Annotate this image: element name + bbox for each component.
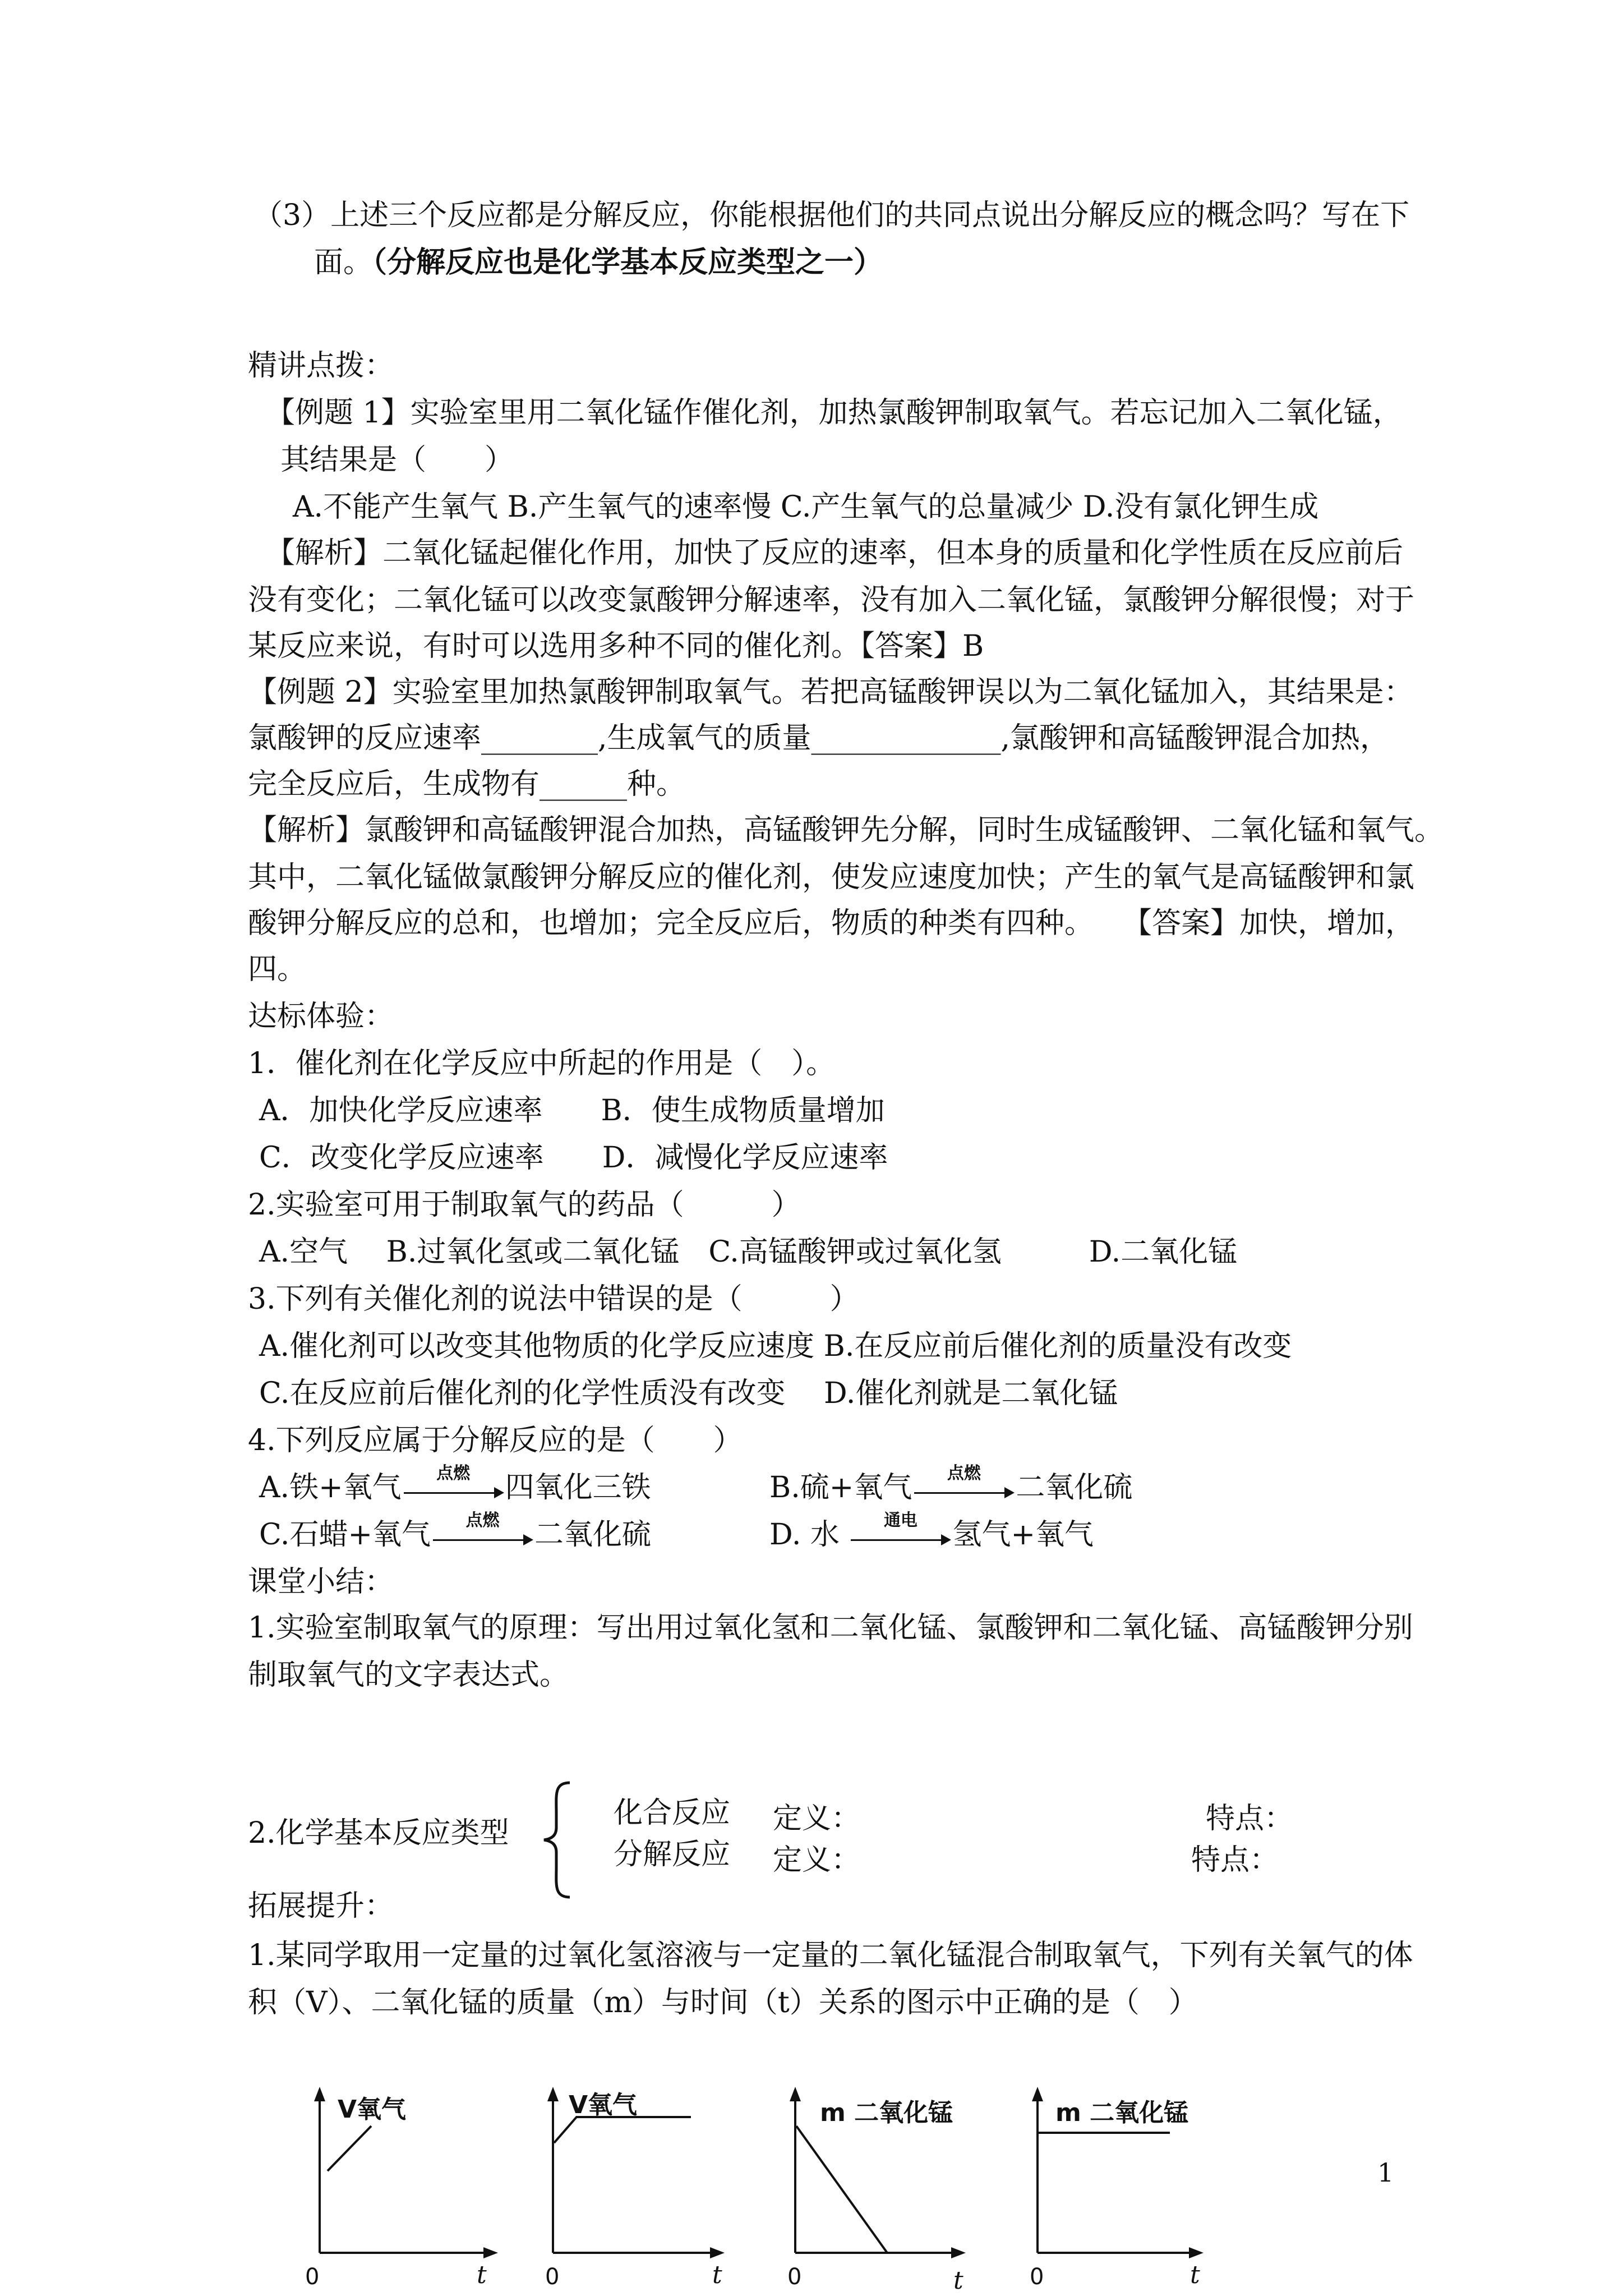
graph-origin: 0 (787, 2264, 802, 2290)
example2-line: 氯酸钾的反应速率________,生成氧气的质量_____________,氯酸钾和高锰酸钾混合加热， (248, 721, 1390, 755)
practice-q2-stem: 2.实验室可用于制取氧气的药品（ ） (248, 1188, 801, 1222)
combination-definition-label: 定义： (773, 1802, 861, 1835)
graph-curve (328, 2126, 371, 2171)
graph-ylabel: V氧气 (569, 2091, 638, 2119)
example1-analysis-line: 【解析】二氧化锰起催化作用，加快了反应的速率，但本身的质量和化学性质在反应前后 (266, 536, 1404, 570)
graph-ylabel: m 二氧化锰 (1055, 2099, 1189, 2127)
graph-xlabel: t (712, 2261, 722, 2289)
reaction-a-products: 四氧化三铁 (505, 1471, 651, 1504)
graph-xlabel: t (477, 2261, 487, 2289)
q3-line2-bold: （分解反应也是化学基本反应类型之一） (372, 245, 883, 279)
reaction-arrow (849, 1511, 952, 1555)
summary-heading: 课堂小结： (248, 1565, 394, 1599)
reaction-d (769, 1511, 1094, 1555)
example1-analysis-line: 没有变化；二氧化锰可以改变氯酸钾分解速率，没有加入二氧化锰，氯酸钾分解很慢；对于 (248, 583, 1415, 617)
graph-ylabel: V氧气 (338, 2095, 407, 2124)
graph-origin: 0 (1030, 2264, 1044, 2290)
example2-line: 完全反应后，生成物有______种。 (248, 767, 686, 801)
example1-line1: 【例题 1】实验室里用二氧化锰作催化剂，加热氯酸钾制取氧气。若忘记加入二氧化锰， (266, 396, 1402, 430)
q3-line1: （3）上述三个反应都是分解反应，你能根据他们的共同点说出分解反应的概念吗？写在下 (253, 199, 1410, 232)
reaction-c-reactants: C.石蜡+氧气 (259, 1518, 431, 1552)
graph-option-c (781, 2070, 983, 2296)
example1-line2: 其结果是（ ） (280, 443, 514, 477)
q3-line2 (314, 242, 883, 283)
example2-line: 【例题 2】实验室里加热氯酸钾制取氧气。若把高锰酸钾误以为二氧化锰加入，其结果是： (248, 675, 1413, 709)
reaction-condition: 点燃 (947, 1464, 981, 1483)
decomposition-reaction-label: 分解反应 (614, 1838, 731, 1871)
reaction-b (769, 1464, 1133, 1508)
graph-curve (796, 2126, 887, 2253)
reaction-c-products: 二氧化硫 (534, 1518, 652, 1552)
practice-q1-options: C．改变化学反应速率 D．减慢化学反应速率 (259, 1141, 888, 1175)
reaction-arrow (912, 1464, 1016, 1508)
extension-heading: 拓展提升： (248, 1889, 394, 1923)
example2-analysis-line: 其中，二氧化锰做氯酸钾分解反应的催化剂，使发应速度加快；产生的氧气是高锰酸钾和氯 (248, 861, 1415, 894)
practice-q3-options: A.催化剂可以改变其他物质的化学反应速度 B.在反应前后催化剂的质量没有改变 (259, 1329, 1292, 1363)
graph-ylabel: m 二氧化锰 (820, 2099, 953, 2127)
graph-xlabel: t (1190, 2261, 1200, 2289)
practice-q3-options: C.在反应前后催化剂的化学性质没有改变 D.催化剂就是二氧化锰 (259, 1377, 1118, 1410)
reaction-c (259, 1511, 652, 1555)
summary-item1: 制取氧气的文字表达式。 (248, 1658, 569, 1692)
practice-q3-stem: 3.下列有关催化剂的说法中错误的是（ ） (248, 1282, 859, 1316)
practice-q1-options: A．加快化学反应速率 B．使生成物质量增加 (259, 1094, 885, 1128)
summary-item2-label: 2.化学基本反应类型 (248, 1816, 509, 1850)
q3-line2-prefix: 面。 (314, 246, 373, 279)
reaction-arrow (431, 1511, 534, 1555)
reaction-a-reactants: A.铁+氧气 (259, 1471, 402, 1504)
reaction-d-reactants: D. 水 (769, 1518, 840, 1552)
page-number: 1 (1377, 2157, 1394, 2188)
graph-option-a (297, 2070, 499, 2296)
practice-heading: 达标体验： (248, 1000, 394, 1033)
reaction-b-reactants: B.硫+氧气 (769, 1471, 912, 1504)
example1-analysis-line: 某反应来说，有时可以选用多种不同的催化剂。【答案】B (248, 629, 984, 663)
graph-origin: 0 (305, 2264, 320, 2290)
combination-reaction-label: 化合反应 (614, 1796, 731, 1830)
lecture-heading: 精讲点拨： (248, 349, 394, 383)
example1-options: A.不能产生氧气 B.产生氧气的速率慢 C.产生氧气的总量减少 D.没有氯化钾生成 (293, 490, 1319, 524)
decomposition-definition-label: 定义： (773, 1843, 861, 1877)
reaction-a (259, 1464, 651, 1508)
summary-item1: 1.实验室制取氧气的原理：写出用过氧化氢和二氧化锰、氯酸钾和二氧化锰、高锰酸钾分别 (248, 1611, 1413, 1645)
extension-q1: 积（V）、二氧化锰的质量（m）与时间（t）关系的图示中正确的是（ ） (248, 1986, 1198, 2019)
curly-brace-icon (537, 1779, 577, 1900)
example2-analysis-line: 【解析】氯酸钾和高锰酸钾混合加热，高锰酸钾先分解，同时生成锰酸钾、二氧化锰和氧气。 (248, 813, 1444, 847)
reaction-d-products: 氢气+氧气 (952, 1518, 1094, 1552)
reaction-condition: 通电 (883, 1511, 917, 1530)
graph-curve (554, 2117, 691, 2143)
example2-analysis-line: 四。 (248, 953, 307, 986)
reaction-arrow (402, 1464, 505, 1508)
practice-q1-stem: 1．催化剂在化学反应中所起的作用是（ ）。 (248, 1047, 836, 1080)
decomposition-feature-label: 特点： (1191, 1843, 1279, 1877)
graph-origin: 0 (545, 2264, 560, 2290)
reaction-b-products: 二氧化硫 (1016, 1471, 1133, 1504)
example2-analysis-line: 酸钾分解反应的总和，也增加；完全反应后，物质的种类有四种。 【答案】加快，增加， (248, 907, 1415, 940)
graph-option-b (538, 2070, 740, 2296)
reaction-condition: 点燃 (436, 1464, 471, 1483)
practice-q4-stem: 4.下列反应属于分解反应的是（ ） (248, 1424, 743, 1457)
extension-q1: 1.某同学取用一定量的过氧化氢溶液与一定量的二氧化锰混合制取氧气，下列有关氧气的体 (248, 1939, 1413, 1972)
combination-feature-label: 特点： (1206, 1802, 1294, 1835)
reaction-condition: 点燃 (465, 1511, 500, 1530)
practice-q2-options: A.空气 B.过氧化氢或二氧化锰 C.高锰酸钾或过氧化氢 D.二氧化锰 (259, 1235, 1238, 1269)
graph-option-d (1023, 2070, 1225, 2296)
graph-xlabel: t (953, 2266, 963, 2295)
